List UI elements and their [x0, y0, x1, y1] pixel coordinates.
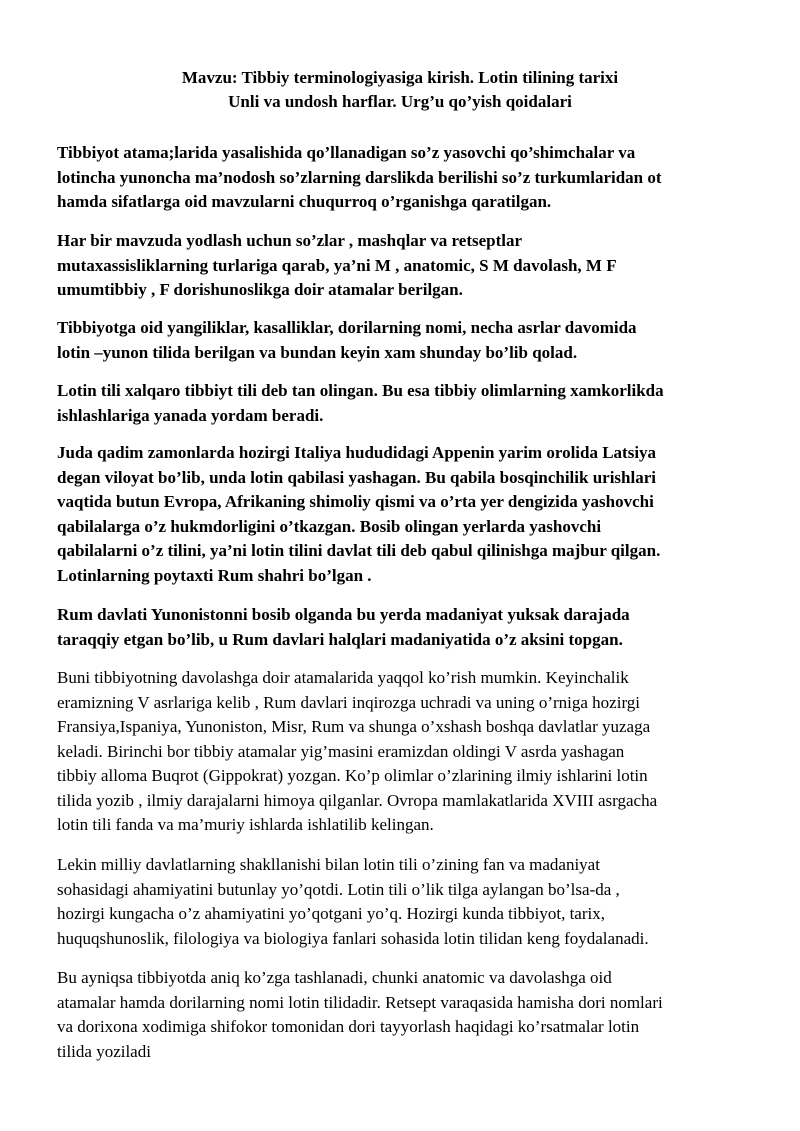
paragraph-line: Lotin tili xalqaro tibbiyt tili deb tan olingan. Bu esa tibbiy olimlarning xamkorlikda: [57, 381, 664, 400]
paragraph-line: tibbiy alloma Buqrot (Gippokrat) yozgan. Ko’p olimlar o’zlarining ilmiy ishlarini lotin: [57, 766, 648, 785]
paragraph-line: Buni tibbiyotning davolashga doir atamalarida yaqqol ko’rish mumkin. Keyinchalik: [57, 668, 629, 687]
paragraph-8: [57, 853, 757, 951]
paragraph-line: sohasidagi ahamiyatini butunlay yo’qotdi. Lotin tili o’lik tilga aylangan bo’lsa-da ,: [57, 879, 620, 899]
paragraph-line: degan viloyat bo’lib, unda lotin qabilasi yashagan. Bu qabila bosqinchilik urishlari: [57, 467, 656, 487]
paragraph-line: Juda qadim zamonlarda hozirgi Italiya hududidagi Appenin yarim orolida Latsiya: [57, 443, 657, 462]
paragraph-line: tilida yozib , ilmiy darajalarni himoya qilganlar. Ovropa mamlakatlarida XVIII asrgacha: [57, 790, 658, 810]
paragraph-6: [57, 603, 757, 652]
paragraph-line: mutaxassisliklarning turlariga qarab, ya’ni M , anatomic, S M davolash, M F: [57, 255, 617, 275]
paragraph-line: Bu ayniqsa tibbiyotda aniq ko’zga tashlanadi, chunki anatomic va davolashga oid: [57, 968, 612, 987]
paragraph-line: qabilalarni o’z tilini, ya’ni lotin tilini davlat tili deb qabul qilinishga majbur qilgan.: [57, 541, 661, 560]
paragraph-line: hozirgi kungacha o’z ahamiyatini yo’qotgani yo’q. Hozirgi kunda tibbiyot, tarix,: [57, 904, 605, 923]
paragraph-line: lotincha yunoncha ma’nodosh so’zlarning darslikda berilishi so’z turkumlaridan ot: [57, 167, 662, 187]
paragraph-line: lotin tili fanda va ma’muriy ishlarda ishlatilib kelingan.: [57, 815, 434, 834]
paragraph-line: taraqqiy etgan bo’lib, u Rum davlari halqlari madaniyatida o’z aksini topgan.: [57, 629, 623, 649]
paragraph-line: eramizning V asrlariga kelib , Rum davlari inqirozga uchradi va uning o’rniga hozirgi: [57, 692, 641, 712]
paragraph-line: vaqtida butun Evropa, Afrikaning shimoliy qismi va o’rta yer dengizida yashovchi: [57, 492, 654, 511]
paragraph-line: Tibbiyot atama;larida yasalishida qo’llanadigan so’z yasovchi qo’shimchalar va: [57, 143, 636, 162]
paragraph-line: Har bir mavzuda yodlash uchun so’zlar , mashqlar va retseptlar: [57, 231, 523, 250]
paragraph-line: atamalar hamda dorilarning nomi lotin tilidadir. Retsept varaqasida hamisha dori nomlari: [57, 992, 663, 1012]
paragraph-line: keladi. Birinchi bor tibbiy atamalar yig’masini eramizdan oldingi V asrda yashagan: [57, 741, 625, 761]
paragraph-3: [57, 316, 757, 365]
paragraph-line: umumtibbiy , F dorishunoslikga doir atamalar berilgan.: [57, 280, 463, 299]
paragraph-1: [57, 141, 757, 215]
title-line-2: Unli va undosh harflar. Urg’u qo’yish qoidalari: [228, 92, 572, 111]
paragraph-line: hamda sifatlarga oid mavzularni chuqurroq o’rganishga qaratilgan.: [57, 192, 552, 211]
paragraph-line: qabilalarga o’z hukmdorligini o’tkazgan. Bosib olingan yerlarda yashovchi: [57, 516, 602, 536]
paragraph-line: va dorixona xodimiga shifokor tomonidan dori tayyorlash haqidagi ko’rsatmalar lotin: [57, 1017, 640, 1036]
paragraph-5: [57, 441, 757, 588]
paragraph-line: Lotinlarning poytaxti Rum shahri bo’lgan .: [57, 565, 372, 585]
paragraph-line: Tibbiyotga oid yangiliklar, kasalliklar, dorilarning nomi, necha asrlar davomida: [57, 318, 637, 337]
document-title: [0, 66, 800, 114]
paragraph-line: Fransiya,Ispaniya, Yunoniston, Misr, Rum va shunga o’xshash boshqa davlatlar yuzaga: [57, 717, 651, 736]
paragraph-line: Lekin milliy davlatlarning shakllanishi bilan lotin tili o’zining fan va madaniyat: [57, 855, 600, 874]
paragraph-9: [57, 966, 757, 1064]
paragraph-line: tilida yoziladi: [57, 1041, 151, 1061]
paragraph-line: huquqshunoslik, filologiya va biologiya fanlari sohasida lotin tilidan keng foydalanadi.: [57, 928, 649, 948]
paragraph-2: [57, 229, 757, 303]
paragraph-4: [57, 379, 757, 428]
paragraph-line: ishlashlariga yanada yordam beradi.: [57, 405, 324, 425]
paragraph-line: Rum davlati Yunonistonni bosib olganda bu yerda madaniyat yuksak darajada: [57, 605, 630, 624]
title-line-1: Mavzu: Tibbiy terminologiyasiga kirish. Lotin tilining tarixi: [181, 68, 619, 87]
paragraph-7: [57, 666, 757, 838]
paragraph-line: lotin –yunon tilida berilgan va bundan keyin xam shunday bo’lib qolad.: [57, 342, 578, 362]
